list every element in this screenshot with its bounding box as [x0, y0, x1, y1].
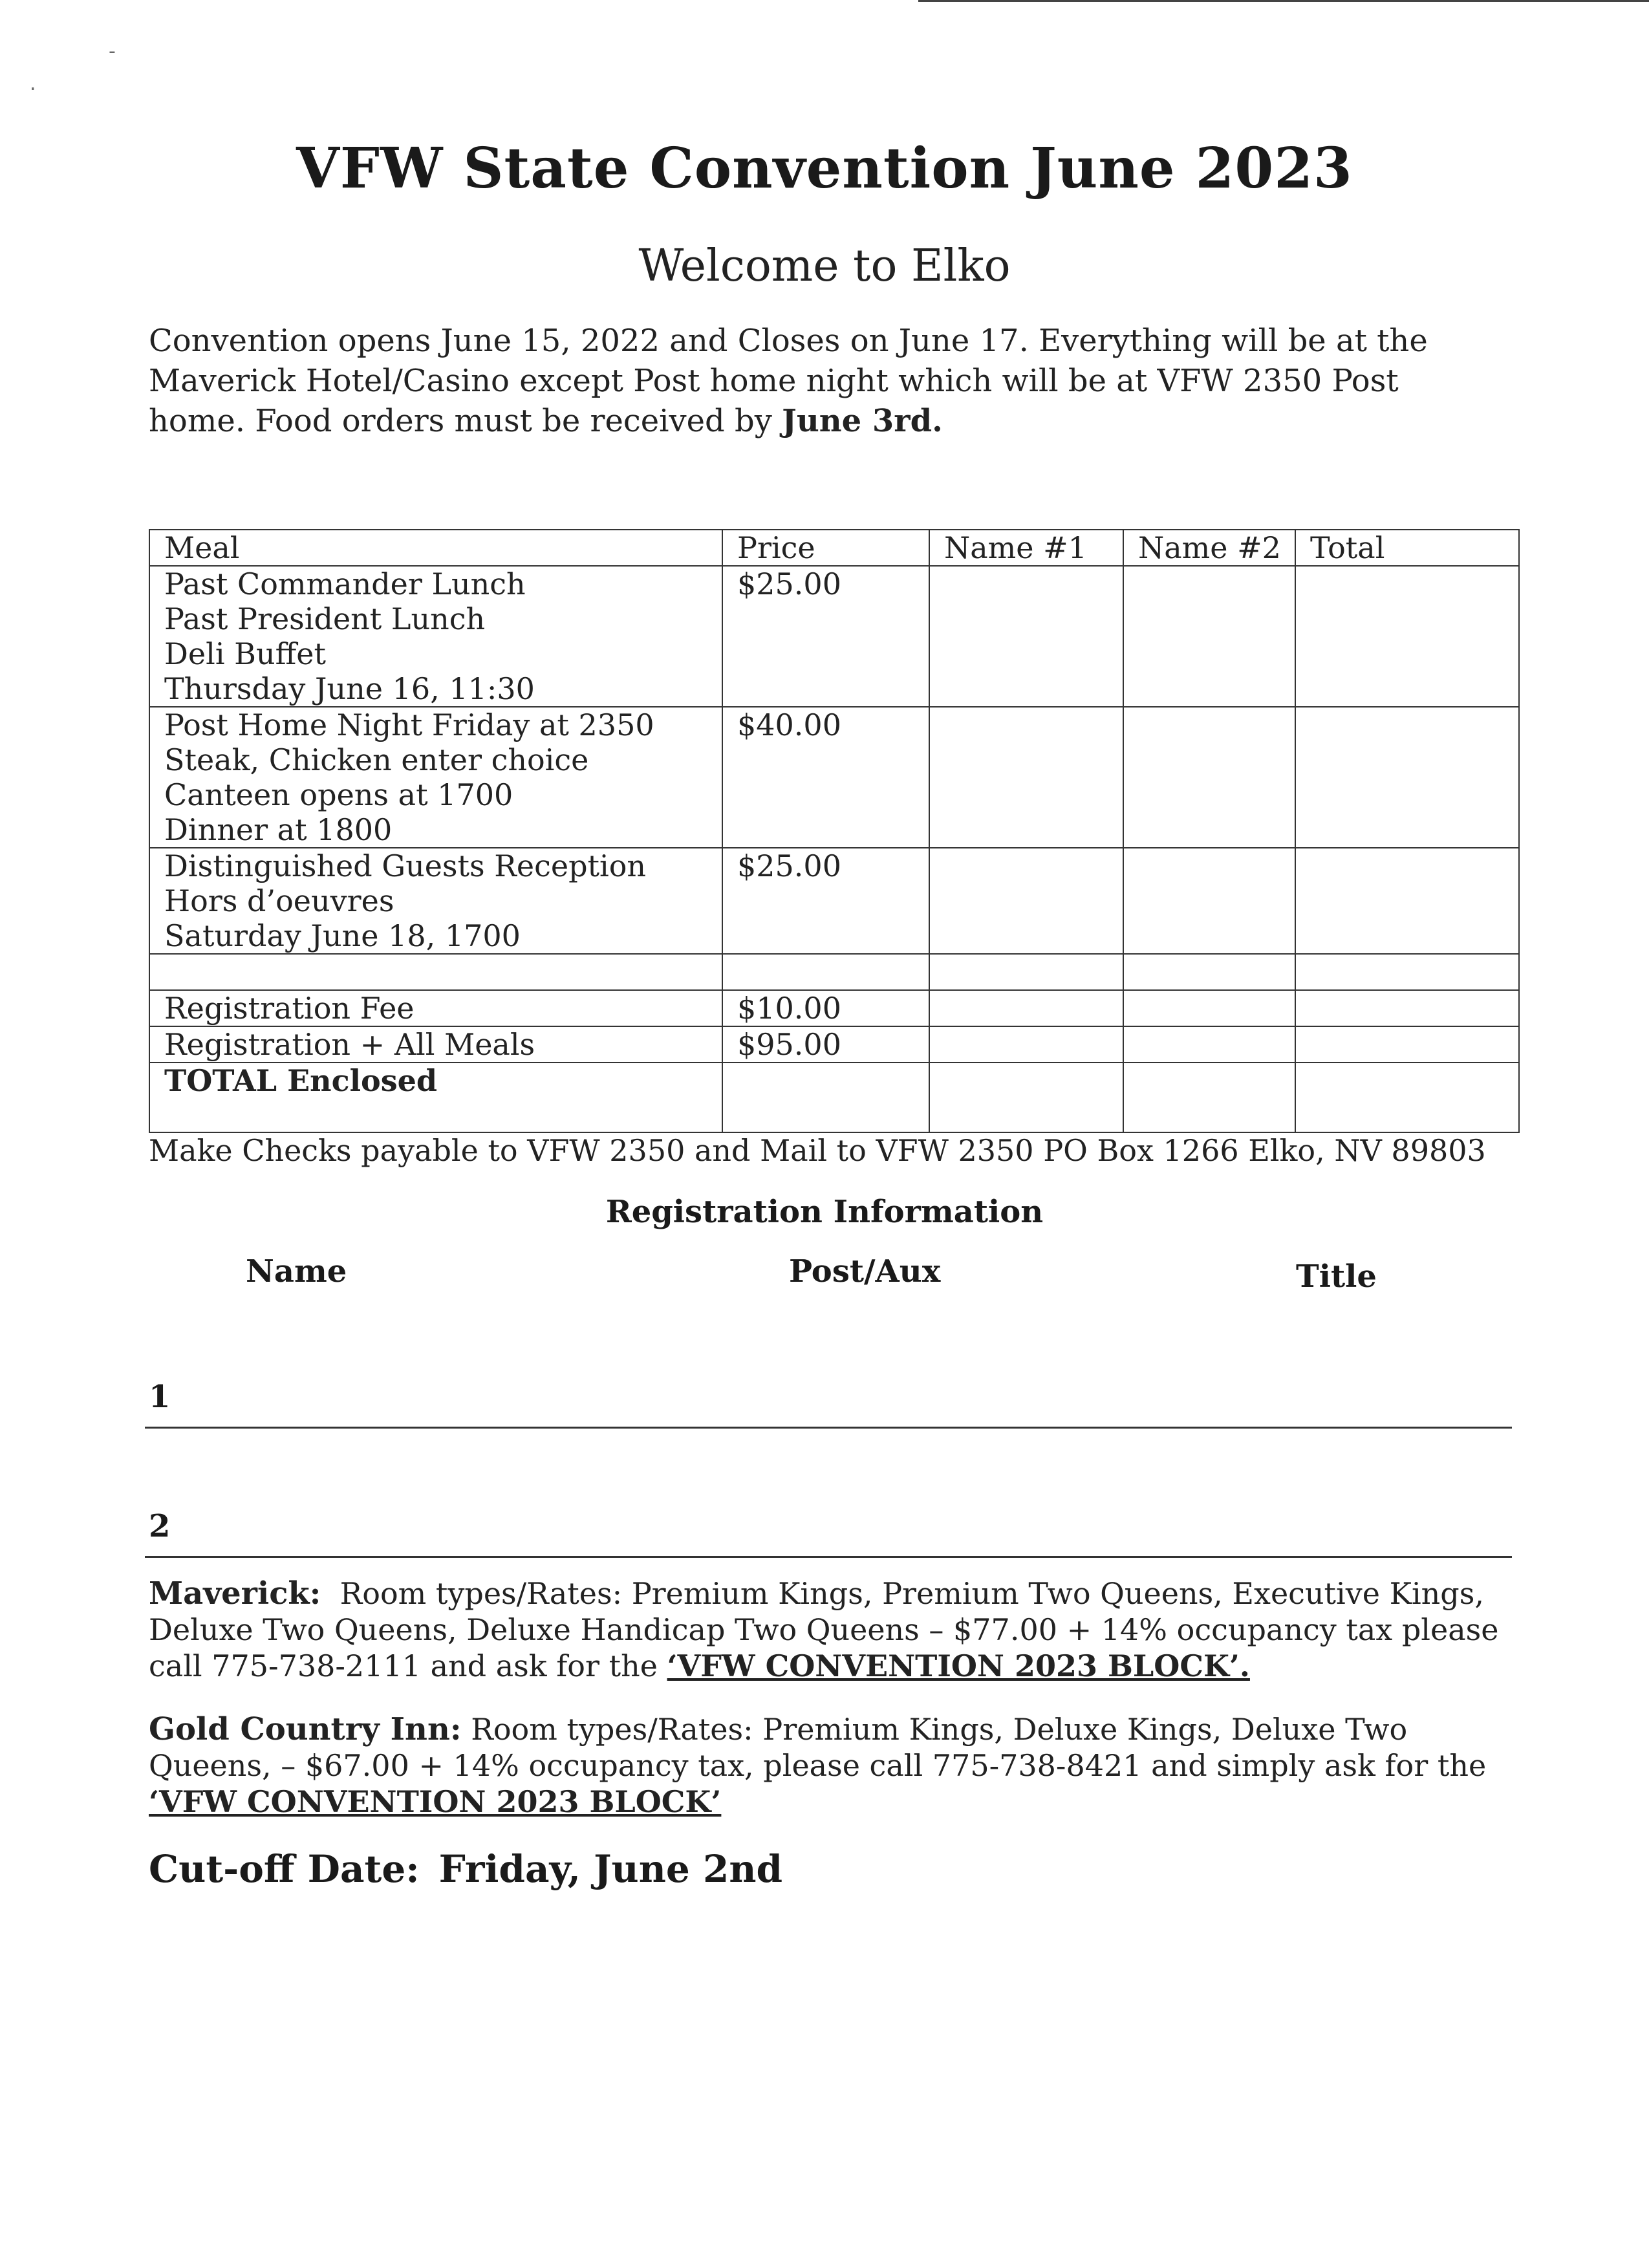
meal-order-table — [149, 529, 1520, 1133]
meal-line: Post Home Night Friday at 2350 — [164, 707, 654, 742]
checks-payable-note: Make Checks payable to VFW 2350 and Mail to VFW 2350 PO Box 1266 Elko, NV 89803 — [149, 1133, 1486, 1168]
meal-description — [149, 707, 722, 848]
meal-description — [149, 848, 722, 954]
registration-heading: Registration Information — [605, 1194, 1044, 1230]
maverick-hotel-info — [149, 1575, 1513, 1684]
registration-entry-line[interactable] — [145, 1556, 1512, 1558]
name-2-cell[interactable] — [1123, 990, 1295, 1026]
intro-text: Convention opens June 15, 2022 and Closes on June 17. Everything will be at the Maverick Hotel/Casino except Post home night which will be at VFW 2350 Post home. Food orders must be received by — [149, 323, 1428, 439]
registration-all-label: Registration + All Meals — [149, 1026, 722, 1063]
table-row — [149, 566, 1519, 707]
hotel-name: Gold Country Inn: — [149, 1711, 462, 1747]
blank-cell — [149, 954, 722, 990]
name-2-cell[interactable] — [1123, 707, 1295, 848]
registration-fee-label: Registration Fee — [149, 990, 722, 1026]
meal-line: Deli Buffet — [164, 636, 326, 671]
blank-cell — [1123, 954, 1295, 990]
total-cell[interactable] — [1295, 1063, 1519, 1132]
room-block-name: ‘VFW CONVENTION 2023 BLOCK’ — [149, 1784, 722, 1819]
name-1-cell[interactable] — [929, 1063, 1123, 1132]
meal-line: Past Commander Lunch — [164, 567, 526, 601]
total-price-cell[interactable] — [722, 1063, 929, 1132]
table-row — [149, 707, 1519, 848]
registration-all-price: $95.00 — [722, 1026, 929, 1063]
meal-price: $25.00 — [722, 848, 929, 954]
table-row-total — [149, 1063, 1519, 1132]
name-1-cell[interactable] — [929, 848, 1123, 954]
name-1-cell[interactable] — [929, 1026, 1123, 1063]
hotel-details: Room types/Rates: Premium Kings, Premium Two Queens, Executive Kings, Deluxe Two Queens, Deluxe Handicap Two Queens – $77.00 + 14% occupancy tax please call 775-738-2111 and ask for the — [149, 1576, 1499, 1683]
total-cell[interactable] — [1295, 848, 1519, 954]
table-row — [149, 848, 1519, 954]
meal-line: Steak, Chicken enter choice — [164, 742, 589, 777]
header-name-2: Name #2 — [1123, 530, 1295, 566]
header-name-1: Name #1 — [929, 530, 1123, 566]
meal-price: $40.00 — [722, 707, 929, 848]
registration-line-number: 2 — [149, 1508, 171, 1544]
registration-fee-price: $10.00 — [722, 990, 929, 1026]
registration-entry-line[interactable] — [145, 1427, 1512, 1429]
name-2-cell[interactable] — [1123, 1026, 1295, 1063]
cutoff-date-value: Friday, June 2nd — [438, 1847, 783, 1891]
page-title: VFW State Convention June 2023 — [296, 136, 1353, 201]
meal-description — [149, 566, 722, 707]
name-1-cell[interactable] — [929, 566, 1123, 707]
table-row-blank — [149, 954, 1519, 990]
header-price: Price — [722, 530, 929, 566]
column-title-label: Title — [1296, 1258, 1377, 1295]
registration-line-number: 1 — [149, 1379, 171, 1415]
cutoff-label: Cut-off Date: — [149, 1847, 420, 1891]
total-cell[interactable] — [1295, 1026, 1519, 1063]
order-deadline: June 3rd. — [782, 403, 943, 439]
total-cell[interactable] — [1295, 566, 1519, 707]
hotel-name: Maverick: — [149, 1575, 321, 1612]
table-row-registration-fee — [149, 990, 1519, 1026]
page-subtitle: Welcome to Elko — [638, 241, 1011, 292]
hotel-details: Room types/Rates: Premium Kings, Deluxe Kings, Deluxe Two Queens, – $67.00 + 14% occupancy tax, please call 775-738-8421 and simply ask for the — [149, 1712, 1487, 1783]
meal-line: Thursday June 16, 11:30 — [164, 671, 535, 706]
header-meal: Meal — [149, 530, 722, 566]
meal-line: Distinguished Guests Reception — [164, 848, 647, 883]
scan-speck: . — [30, 72, 36, 95]
meal-line: Past President Lunch — [164, 601, 486, 636]
blank-cell — [722, 954, 929, 990]
meal-line: Canteen opens at 1700 — [164, 777, 513, 812]
name-1-cell[interactable] — [929, 990, 1123, 1026]
header-total: Total — [1295, 530, 1519, 566]
name-2-cell[interactable] — [1123, 848, 1295, 954]
meal-line: Hors d’oeuvres — [164, 883, 394, 918]
blank-cell — [929, 954, 1123, 990]
total-cell[interactable] — [1295, 707, 1519, 848]
meal-line: Dinner at 1800 — [164, 812, 393, 847]
scan-speck: - — [109, 40, 116, 63]
name-1-cell[interactable] — [929, 707, 1123, 848]
meal-line: Saturday June 18, 1700 — [164, 918, 521, 953]
table-header-row — [149, 530, 1519, 566]
room-block-name: ‘VFW CONVENTION 2023 BLOCK’. — [667, 1648, 1250, 1683]
blank-cell — [1295, 954, 1519, 990]
total-enclosed-label: TOTAL Enclosed — [149, 1063, 722, 1132]
column-post-aux-label: Post/Aux — [789, 1253, 941, 1290]
gold-country-inn-info — [149, 1711, 1513, 1820]
total-cell[interactable] — [1295, 990, 1519, 1026]
cutoff-date — [149, 1847, 782, 1891]
scan-edge-line — [918, 0, 1649, 2]
name-2-cell[interactable] — [1123, 566, 1295, 707]
intro-paragraph — [149, 321, 1494, 441]
name-2-cell[interactable] — [1123, 1063, 1295, 1132]
meal-price: $25.00 — [722, 566, 929, 707]
table-row-registration-all-meals — [149, 1026, 1519, 1063]
column-name-label: Name — [246, 1253, 347, 1290]
